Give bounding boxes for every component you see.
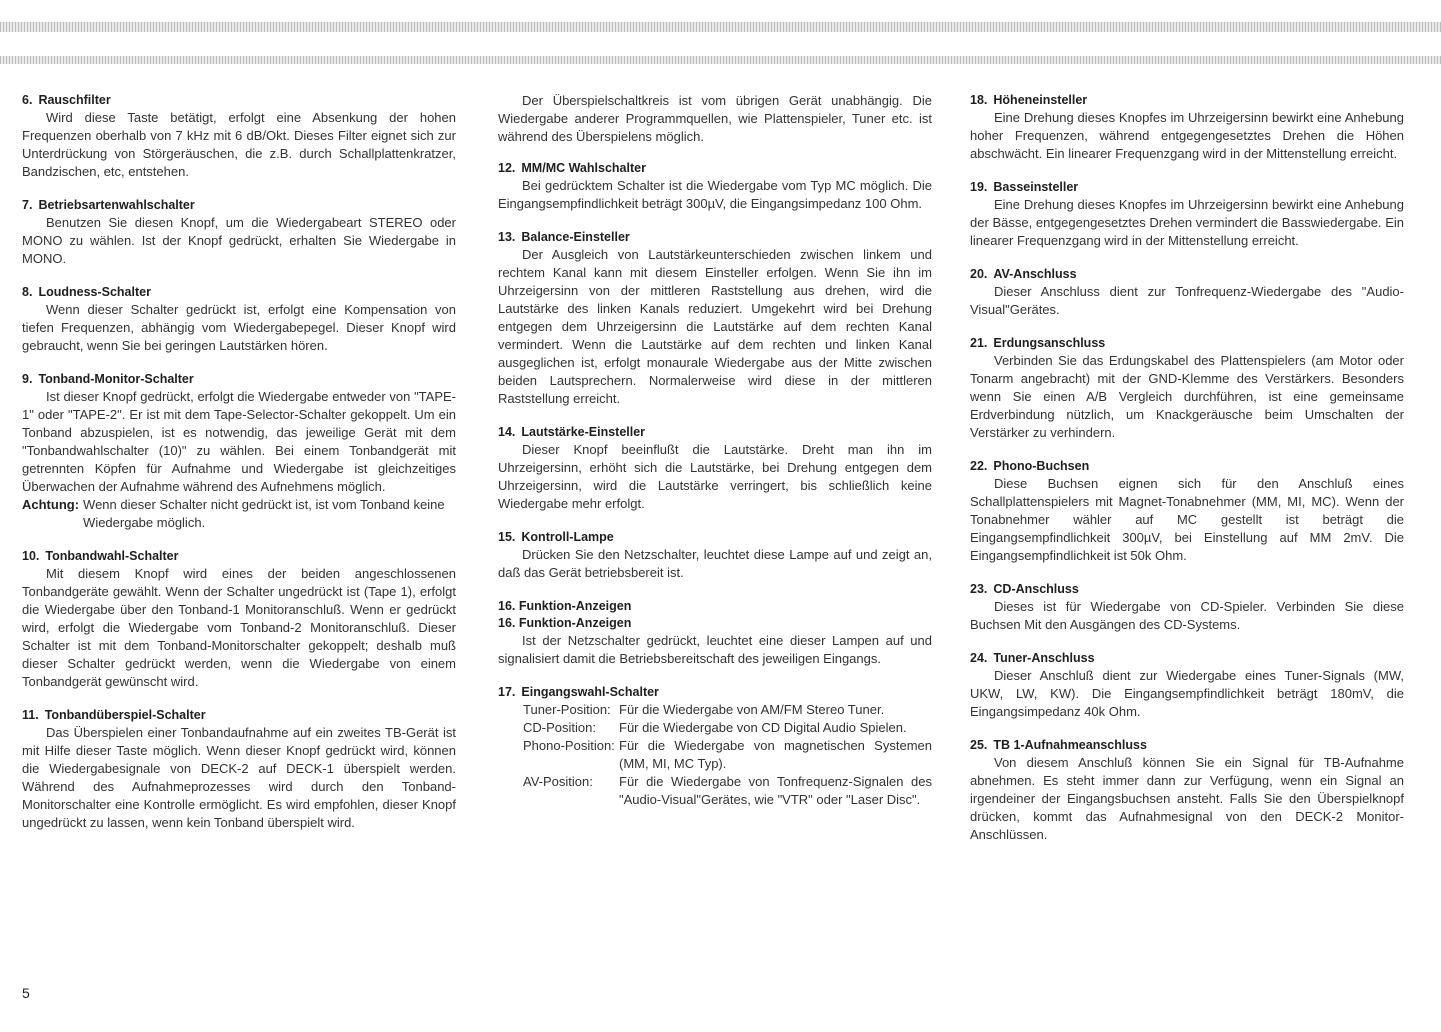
section-16 xyxy=(498,598,932,668)
position-description: Für die Wiedergabe von Tonfrequenz-Signalen des "Audio-Visual"Gerätes, wie "VTR" oder "Laser Disc". xyxy=(619,774,932,807)
section-heading: 23. CD-Anschluss xyxy=(970,582,1079,596)
position-row xyxy=(498,719,932,737)
section-heading: 14. Lautstärke-Einsteller xyxy=(498,425,646,439)
position-label: Tuner-Position: xyxy=(523,702,611,717)
position-row xyxy=(498,773,932,809)
column-right xyxy=(970,92,1404,860)
section-heading: 10. Tonbandwahl-Schalter xyxy=(22,549,179,563)
section-heading: 15. Kontroll-Lampe xyxy=(498,530,614,544)
section-text: Dieser Knopf beeinflußt die Lautstärke. Dreht man ihn im Uhrzeigersinn, erhöht sich die Lautstärke, bei Drehung entgegen dem Uhrzeigersinn, wird die Lautstärke verringert, bis schließlich keine Wiedergabe mehr erfolgt. xyxy=(498,442,932,511)
section-text: Dieses ist für Wiedergabe von CD-Spieler. Verbinden Sie diese Buchsen Mit den Ausgängen des CD-Systems. xyxy=(970,599,1404,632)
top-decorative-band xyxy=(0,22,1441,32)
section-21 xyxy=(970,335,1404,442)
section-heading: 13. Balance-Einsteller xyxy=(498,230,630,244)
section-12 xyxy=(498,160,932,213)
position-label: CD-Position: xyxy=(523,720,596,735)
section-heading: 24. Tuner-Anschluss xyxy=(970,651,1095,665)
position-description: Für die Wiedergabe von CD Digital Audio Spielen. xyxy=(619,720,907,735)
section-text: Der Ausgleich von Lautstärkeunterschieden zwischen linkem und rechtem Kanal kann mit diesem Einsteller erfolgen. Wenn Sie ihn im Uhrzeigersinn von der mittleren Raststellung aus drehen, wird die Lautstärke des linken Kanals reduziert. Umgekehrt wird bei Drehung entgegen dem Uhrzeigersinn die Lautstärke auf dem rechten Kanal vermindert. Wenn die Lautstärke auf dem rechten und linken Kanal ausgeglichen ist, erfolgt monaurale Wiedergabe aus der Mitte zwischen beiden Lautsprechern. Normalerweise wird diese in der mittleren Raststellung erreicht. xyxy=(498,247,932,406)
section-text: Ist dieser Knopf gedrückt, erfolgt die Wiedergabe entweder von "TAPE-1" oder "TAPE-2". Er ist mit dem Tape-Selector-Schalter gekoppelt. Um ein Tonband abzuspielen, ist es notwendig, das jeweilige Gerät mit dem "Tonbandwahlschalter (10)" zu wählen. Bei einem Tonbandgerät mit getrennten Köpfen für Aufnahme und Wiedergabe ist gleichzeitiges Überwachen der Aufnahme während des Aufnehmens möglich. xyxy=(22,389,456,494)
section-text: Von diesem Anschluß können Sie ein Signal für TB-Aufnahme abnehmen. Es steht immer dann zur Verfügung, wenn ein Signal an irgendeiner der Eingangsbuchsen ansteht. Falls Sie den Überspielknopf drücken, kommt das Aufnahmesignal von den DECK-2 Monitor-Anschlüssen. xyxy=(970,755,1404,842)
section-25 xyxy=(970,737,1404,844)
section-heading: 7. Betriebsartenwahlschalter xyxy=(22,198,195,212)
section-heading: 20. AV-Anschluss xyxy=(970,267,1077,281)
section-text: Dieser Anschluß dient zur Wiedergabe eines Tuner-Signals (MW, UKW, LW, KW). Die Eingangsempfindlichkeit beträgt 180mV, die Eingangsimpedanz 40k Ohm. xyxy=(970,668,1404,719)
section-text: Drücken Sie den Netzschalter, leuchtet diese Lampe auf und zeigt an, daß das Gerät betriebsbereit ist. xyxy=(498,547,932,580)
section-14 xyxy=(498,424,932,513)
section-23 xyxy=(970,581,1404,634)
warning-note xyxy=(22,496,456,532)
section-17 xyxy=(498,684,932,809)
section-10 xyxy=(22,548,456,691)
section-heading: 8. Loudness-Schalter xyxy=(22,285,151,299)
position-description: Für die Wiedergabe von magnetischen Systemen (MM, MI, MC Typ). xyxy=(619,738,932,771)
section-text: Wenn dieser Schalter gedrückt ist, erfolgt eine Kompensation von tiefen Frequenzen, abhängig vom Wiedergabepegel. Dieser Knopf wird gebraucht, wenn Sie bei geringen Lautstärken hören. xyxy=(22,302,456,353)
section-heading: 6. Rauschfilter xyxy=(22,93,111,107)
section-heading: 17. Eingangswahl-Schalter xyxy=(498,685,659,699)
section-24 xyxy=(970,650,1404,721)
section-heading: 12. MM/MC Wahlschalter xyxy=(498,161,646,175)
section-19 xyxy=(970,179,1404,250)
warning-text: Wenn dieser Schalter nicht gedrückt ist, ist vom Tonband keine Wiedergabe möglich. xyxy=(83,497,445,530)
page-number: 5 xyxy=(22,985,30,1001)
section-text: Verbinden Sie das Erdungskabel des Plattenspielers (am Motor oder Tonarm angebracht) mit der GND-Klemme des Verstärkers. Besonders wenn Sie einen A/B Vergleich durchführen, ist eine gemeinsame Erdverbindung nützlich, um Knackgeräusche beim Umschalten der Verstärker zu verhindern. xyxy=(970,353,1404,440)
section-text: Ist der Netzschalter gedrückt, leuchtet eine dieser Lampen auf und signalisiert damit die Betriebsbereitschaft des jeweiligen Eingangs. xyxy=(498,633,932,666)
position-row xyxy=(498,737,932,773)
section-11 xyxy=(22,707,456,832)
section-heading: 19. Basseinsteller xyxy=(970,180,1079,194)
section-heading: 21. Erdungsanschluss xyxy=(970,336,1106,350)
column-middle xyxy=(498,92,932,825)
section-6 xyxy=(22,92,456,181)
section-heading: 11. Tonbandüberspiel-Schalter xyxy=(22,708,206,722)
column-left xyxy=(22,92,456,848)
position-label: Phono-Position: xyxy=(523,738,615,753)
section-heading: 9. Tonband-Monitor-Schalter xyxy=(22,372,194,386)
section-heading-repeat: 16. Funktion-Anzeigen xyxy=(498,616,632,630)
section-18 xyxy=(970,92,1404,163)
section-text: Dieser Anschluss dient zur Tonfrequenz-Wiedergabe des "Audio-Visual"Gerätes. xyxy=(970,284,1404,317)
section-text: Benutzen Sie diesen Knopf, um die Wiedergabeart STEREO oder MONO zu wählen. Ist der Knopf gedrückt, erhalten Sie Wiedergabe in MONO. xyxy=(22,215,456,266)
top-decorative-band-lower xyxy=(0,56,1441,64)
section-text: Bei gedrücktem Schalter ist die Wiedergabe vom Typ MC möglich. Die Eingangsempfindlichkeit beträgt 300µV, die Eingangsimpedanz 100 Ohm. xyxy=(498,178,932,211)
section-text: Das Überspielen einer Tonbandaufnahme auf ein zweites TB-Gerät ist mit Hilfe dieser Taste möglich. Wenn dieser Knopf gedrückt wird, können die Wiedergabesignale von DECK-2 auf DECK-1 überspielt werden. Während des Aufnahmeprozesses wird durch den Tonband-Monitorschalter eine Kontrolle ermöglicht. Es wird empfohlen, dieser Knopf ungedrückt zu lassen, wenn kein Tonband überspielt wird. xyxy=(22,725,456,830)
section-text: Wird diese Taste betätigt, erfolgt eine Absenkung der hohen Frequenzen oberhalb von 7 kHz mit 6 dB/Okt. Dieses Filter eignet sich zur Unterdrückung von Störgeräuschen, die z.B. durch Schallplattenkratzer, Bandzischen, etc, entstehen. xyxy=(22,110,456,179)
section-11-continued xyxy=(498,92,932,146)
section-text: Eine Drehung dieses Knopfes im Uhrzeigersinn bewirkt eine Anhebung der Bässe, entgegengesetztes Drehen vermindert die Basswiedergabe. Ein linearer Frequenzgang wird in der Mittenstellung erreicht. xyxy=(970,197,1404,248)
section-heading: 16. Funktion-Anzeigen xyxy=(498,599,632,613)
section-20 xyxy=(970,266,1404,319)
section-22 xyxy=(970,458,1404,565)
section-9 xyxy=(22,371,456,532)
warning-label: Achtung: xyxy=(22,497,80,512)
section-text: Der Überspielschaltkreis ist vom übrigen Gerät unabhängig. Die Wiedergabe anderer Programmquellen, wie Plattenspieler, Tuner etc. ist während des Überspielens möglich. xyxy=(498,93,932,144)
section-text: Diese Buchsen eignen sich für den Anschluß eines Schallplattenspielers mit Magnet-Tonabnehmer (MM, MI, MC). Wenn der Tonabnehmer wähler auf MC gestellt ist beträgt die Eingangsempfindlichkeit 300µV, bei Einstellung auf MM 2mV. Die Eingangsempfindlichkeit ist 50k Ohm. xyxy=(970,476,1404,563)
section-text: Mit diesem Knopf wird eines der beiden angeschlossenen Tonbandgeräte gewählt. Wenn der Schalter ungedrückt ist (Tape 1), erfolgt die Wiedergabe über den Tonband-1 Monitoranschluß. Wenn er gedrückt wird, erfolgt die Wiedergabe vom Tonband-2 Monitoranschluß. Dieser Schalter ist mit dem Tonband-Monitorschalter gekoppelt; deshalb muß dieser Schalter gedrückt werden, wenn die Wiedergabe von einem Tonbandgerät gewünscht wird. xyxy=(22,566,456,689)
position-description: Für die Wiedergabe von AM/FM Stereo Tuner. xyxy=(619,702,885,717)
section-heading: 22. Phono-Buchsen xyxy=(970,459,1090,473)
section-15 xyxy=(498,529,932,582)
section-8 xyxy=(22,284,456,355)
position-label: AV-Position: xyxy=(523,774,593,789)
section-heading: 18. Höheneinsteller xyxy=(970,93,1088,107)
section-text: Eine Drehung dieses Knopfes im Uhrzeigersinn bewirkt eine Anhebung hoher Frequenzen, während entgegengesetztes Drehen die Höhen abschwächt. Ein linearer Frequenzgang wird in der Mittenstellung erreicht. xyxy=(970,110,1404,161)
section-7 xyxy=(22,197,456,268)
position-row xyxy=(498,701,932,719)
section-13 xyxy=(498,229,932,408)
section-heading: 25. TB 1-Aufnahmeanschluss xyxy=(970,738,1147,752)
